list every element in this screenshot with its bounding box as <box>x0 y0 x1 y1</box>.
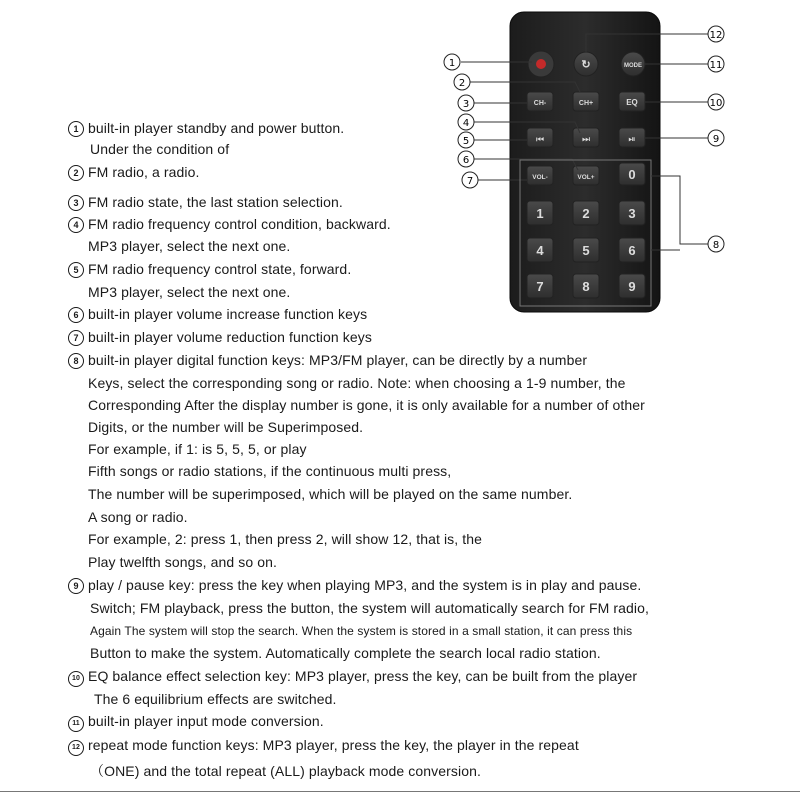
item-8-cont-3: Digits, or the number will be Superimposed. <box>88 419 364 435</box>
item-8-cont-7: A song or radio. <box>88 509 188 525</box>
bottom-divider <box>0 791 800 792</box>
callout-11: 11 <box>709 60 723 71</box>
digit-2-label: 2 <box>582 206 590 221</box>
item-8-cont-2: Corresponding After the display number is gone, it is only available for a number of other <box>88 397 645 413</box>
callout-10: 10 <box>709 98 723 109</box>
callout-8: 8 <box>712 240 720 251</box>
callout-4: 4 <box>462 118 470 129</box>
item-number-badge: 10 <box>68 671 84 687</box>
digit-9-label: 9 <box>628 279 636 294</box>
item-9-cont-3: Button to make the system. Automatically complete the search local radio station. <box>90 645 601 661</box>
vol-minus-label: VOL- <box>532 174 548 181</box>
item-8-cont-5: Fifth songs or radio stations, if the continuous multi press, <box>88 463 452 479</box>
item-9-line: 9 play / pause key: press the key when playing MP3, and the system is in play and pause. <box>68 577 641 594</box>
item-3-line: 3 FM radio state, the last station selection. <box>68 194 343 211</box>
play-pause-icon: ⏯ <box>628 135 636 145</box>
item-8-line: 8 built-in player digital function keys: MP3/FM player, can be directly by a number <box>68 352 587 369</box>
callout-3: 3 <box>462 99 470 110</box>
item-9-cont-1: Switch; FM playback, press the button, the system will automatically search for FM radio, <box>90 600 649 616</box>
callout-1: 1 <box>448 58 456 69</box>
digit-3-label: 3 <box>628 206 636 221</box>
item-number-badge: 2 <box>68 165 84 181</box>
callout-9: 9 <box>712 134 720 145</box>
item-5-line: 5 FM radio frequency control state, forward. <box>68 261 351 278</box>
callout-12: 12 <box>709 30 723 41</box>
item-number-badge: 7 <box>68 330 84 346</box>
item-6-line: 6 built-in player volume increase function keys <box>68 306 367 323</box>
item-number-badge: 8 <box>68 353 84 369</box>
ch-plus-label: CH+ <box>578 100 594 107</box>
item-number-badge: 12 <box>68 740 84 756</box>
item-8-cont-6: The number will be superimposed, which will be played on the same number. <box>88 486 573 502</box>
digit-4-label: 4 <box>536 243 544 258</box>
item-2-line: 2 FM radio, a radio. <box>68 164 200 181</box>
item-number-badge: 5 <box>68 262 84 278</box>
item-8-cont-8: For example, 2: press 1, then press 2, will show 12, that is, the <box>88 531 483 547</box>
prev-icon: ⏮ <box>535 135 545 145</box>
item-8-cont-4: For example, if 1: is 5, 5, 5, or play <box>88 441 307 457</box>
item-number-badge: 9 <box>68 578 84 594</box>
item-11-line: 11 built-in player input mode conversion. <box>68 713 324 732</box>
digit-1-label: 1 <box>536 206 544 221</box>
item-1-line: 1 built-in player standby and power button. <box>68 120 344 137</box>
callout-7: 7 <box>466 176 474 187</box>
item-4-cont: MP3 player, select the next one. <box>88 238 291 254</box>
item-number-badge: 6 <box>68 307 84 323</box>
item-1-cont: Under the condition of <box>90 141 230 157</box>
callout-2: 2 <box>458 78 466 89</box>
digit-6-label: 6 <box>628 243 636 258</box>
item-7-line: 7 built-in player volume reduction function keys <box>68 329 372 346</box>
item-number-badge: 1 <box>68 121 84 137</box>
item-number-badge: 11 <box>68 716 84 732</box>
digit-keypad <box>527 201 645 298</box>
item-12-cont: （ONE) and the total repeat (ALL) playback mode conversion. <box>90 763 481 779</box>
callout-5: 5 <box>462 136 470 147</box>
callout-6: 6 <box>462 155 470 166</box>
ch-minus-label: CH- <box>533 100 547 107</box>
mode-label: MODE <box>624 63 642 69</box>
next-icon: ⏭ <box>581 135 591 145</box>
digit-7-label: 7 <box>536 279 544 294</box>
power-icon <box>536 59 546 69</box>
item-9-cont-2: Again The system will stop the search. When the system is stored in a small station, it can press this <box>90 624 633 638</box>
item-10-cont: The 6 equilibrium effects are switched. <box>94 691 337 707</box>
digit-5-label: 5 <box>582 243 590 258</box>
vol-plus-label: VOL+ <box>577 174 595 181</box>
item-number-badge: 3 <box>68 195 84 211</box>
item-8-cont-1: Keys, select the corresponding song or radio. Note: when choosing a 1-9 number, the <box>88 375 626 391</box>
item-5-cont: MP3 player, select the next one. <box>88 284 291 300</box>
digit-0-label: 0 <box>628 167 636 182</box>
digit-8-label: 8 <box>582 279 590 294</box>
item-8-cont-9: Play twelfth songs, and so on. <box>88 554 277 570</box>
item-4-line: 4 FM radio frequency control condition, backward. <box>68 216 391 233</box>
item-12-line: 12 repeat mode function keys: MP3 player, press the key, the player in the repeat <box>68 737 579 756</box>
item-number-badge: 4 <box>68 217 84 233</box>
eq-label: EQ <box>626 98 638 107</box>
repeat-icon: ↻ <box>581 59 591 71</box>
item-10-line: 10 EQ balance effect selection key: MP3 player, press the key, can be built from the player <box>68 668 637 687</box>
